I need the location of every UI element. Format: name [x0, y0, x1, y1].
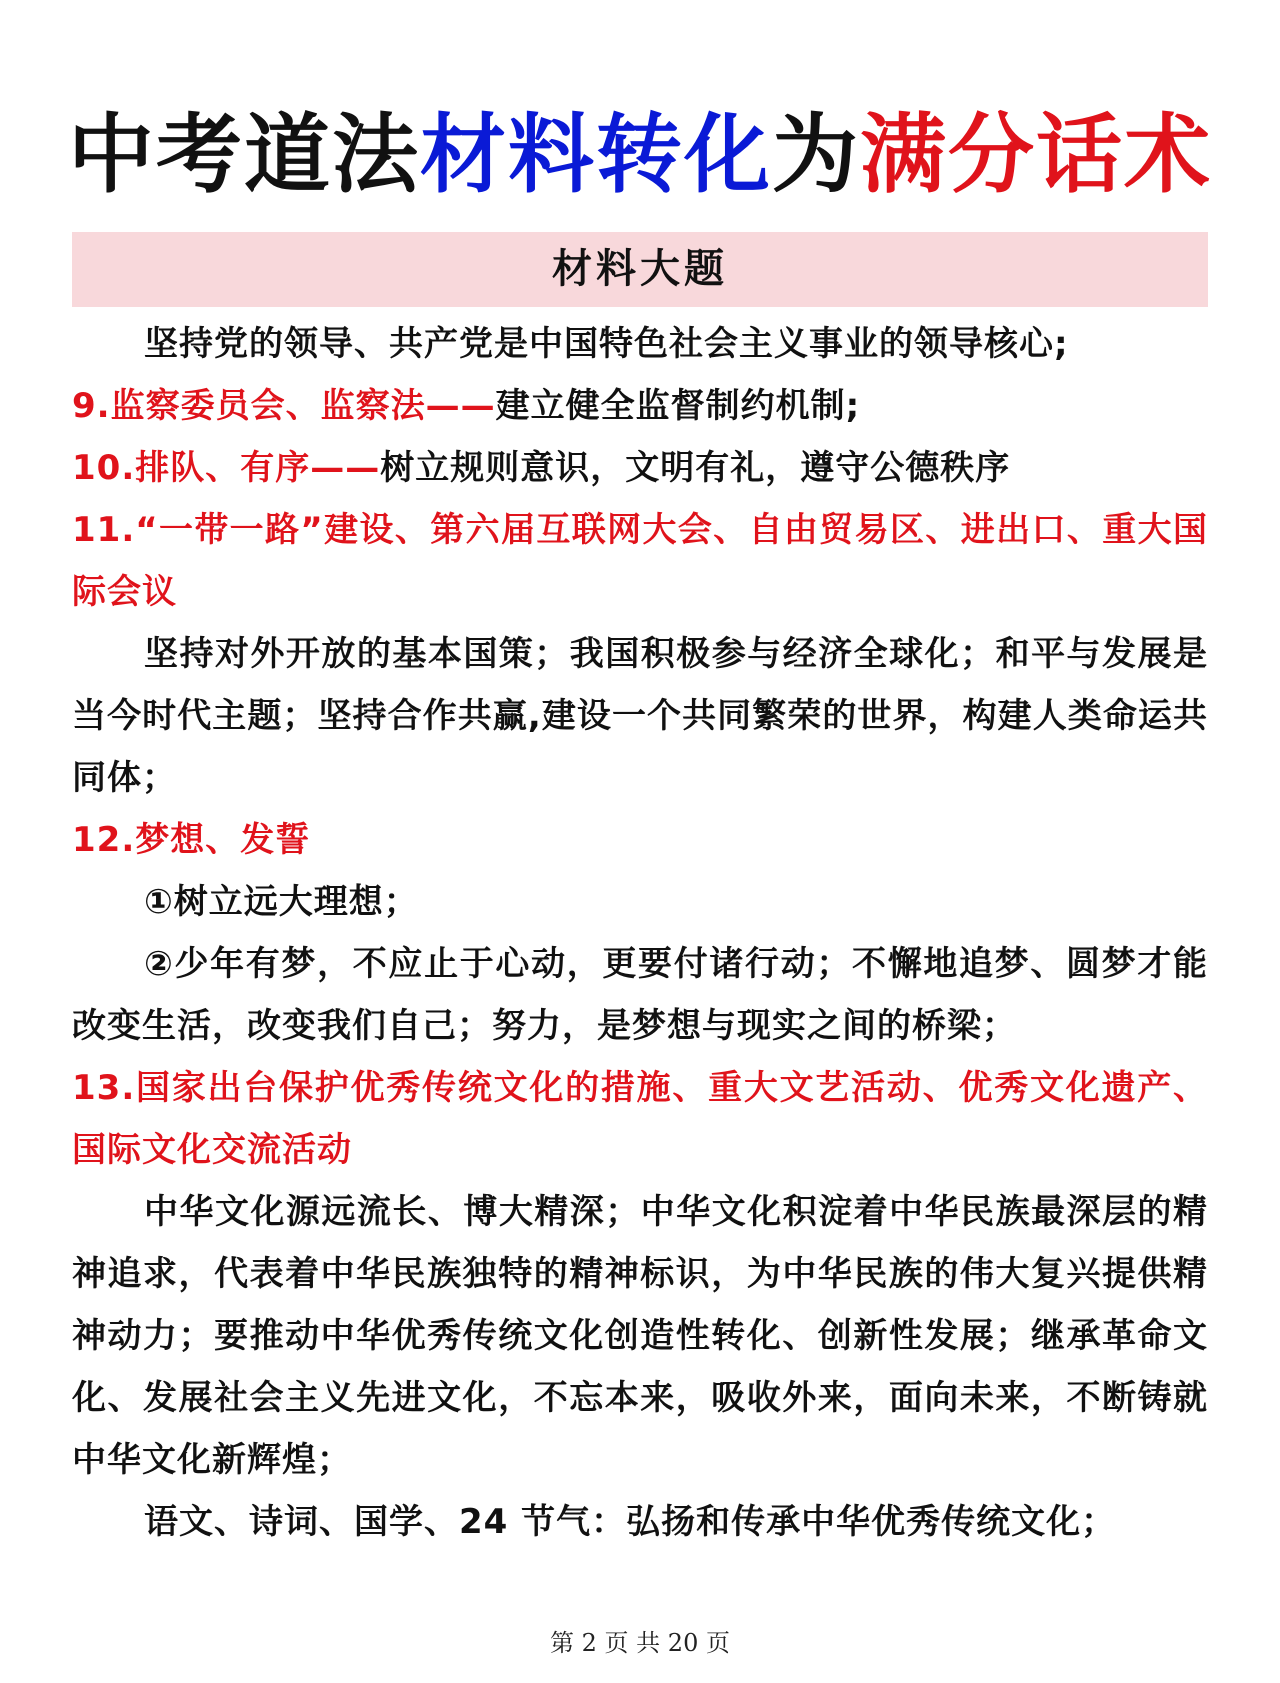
page-title — [0, 100, 1280, 210]
item-11-answer: 坚持对外开放的基本国策；我国积极参与经济全球化；和平与发展是当今时代主题；坚持合作共赢,建设一个共同繁荣的世界，构建人类命运共同体； — [72, 634, 1208, 798]
content-body — [72, 313, 1208, 1553]
item-11-heading: 11.“一带一路”建设、第六届互联网大会、自由贸易区、进出口、重大国际会议 — [72, 510, 1208, 612]
item-13-heading: 13.国家出台保护优秀传统文化的措施、重大文艺活动、优秀文化遗产、国际文化交流活动 — [72, 1068, 1208, 1170]
item-10-heading: 10.排队、有序—— — [72, 448, 381, 488]
item-13-answer-2: 语文、诗词、国学、24 节气：弘扬和传承中华优秀传统文化； — [144, 1502, 1117, 1542]
item-9-heading: 9.监察委员会、监察法—— — [72, 386, 496, 426]
item-9 — [72, 375, 1208, 437]
title-part-red: 满分话术 — [860, 104, 1212, 205]
paragraph-party-leadership: 坚持党的领导、共产党是中国特色社会主义事业的领导核心; — [144, 324, 1069, 364]
item-12-heading: 12.梦想、发誓 — [72, 820, 311, 860]
title-part-black: 中考道法 — [68, 104, 420, 205]
title-part-connector: 为 — [772, 104, 860, 205]
item-12-answer-1: ①树立远大理想； — [144, 882, 419, 922]
item-12-answer-2: ②少年有梦，不应止于心动，更要付诸行动；不懈地追梦、圆梦才能改变生活，改变我们自己；努力，是梦想与现实之间的桥梁； — [72, 944, 1208, 1046]
section-banner: 材料大题 — [72, 232, 1208, 307]
item-9-answer: 建立健全监督制约机制; — [495, 386, 861, 426]
item-13-answer-1: 中华文化源远流长、博大精深；中华文化积淀着中华民族最深层的精神追求，代表着中华民族独特的精神标识，为中华民族的伟大复兴提供精神动力；要推动中华优秀传统文化创造性转化、创新性发展；继承革命文化、发展社会主义先进文化，不忘本来，吸收外来，面向未来，不断铸就中华文化新辉煌； — [72, 1192, 1208, 1480]
page-footer: 第 2 页 共 20 页 — [550, 1629, 730, 1657]
item-10-answer: 树立规则意识，文明有礼，遵守公德秩序 — [380, 448, 1011, 488]
item-10 — [72, 437, 1208, 499]
title-part-blue: 材料转化 — [420, 104, 772, 205]
